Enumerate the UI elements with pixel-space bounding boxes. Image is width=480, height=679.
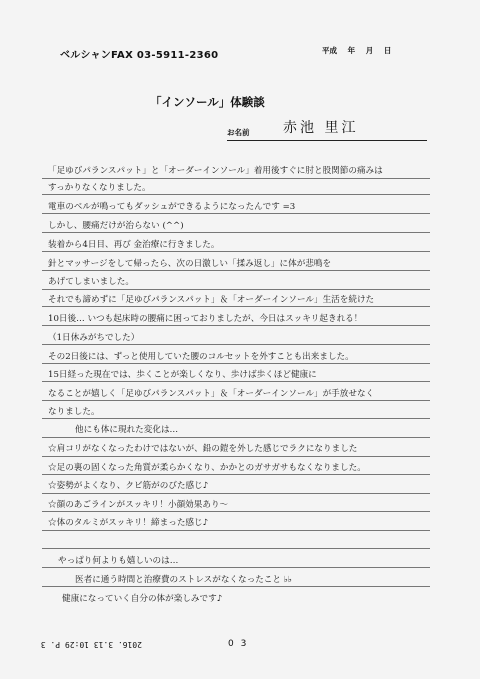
ruled-line (42, 567, 430, 568)
handwritten-line: 「足ゆびパランスパット」と「オーダーインソール」着用後すぐに肘と股関節の痛みは (48, 166, 383, 176)
handwritten-line: しかし、腰痛だけが治らない (^^) (48, 221, 184, 231)
date-header: 平成 年 月 日 (322, 46, 392, 55)
handwritten-line: ☆姿勢がよくなり、クビ筋がのびた感じ♪ (48, 481, 209, 491)
page-title: 「インソール」体験談 (150, 95, 265, 109)
handwritten-line: やっぱり何よりも嬉しいのは… (58, 556, 179, 566)
handwritten-line: ☆肩コリがなくなったわけではないが、鉛の鎧を外した感じでラクになりました (48, 444, 358, 454)
ruled-line (42, 456, 430, 457)
fax-timestamp-text: 2016. 3.13 10:29 P. 3 (40, 640, 142, 649)
handwritten-line: 装着から4日目、再び 金治療に行きました。 (48, 240, 220, 250)
handwritten-line: すっかりなくなりました。 (48, 183, 151, 193)
handwritten-line: 医者に通う時間と治療費のストレスがなくなったこと ♭♭ (75, 575, 292, 585)
fax-timestamp (22, 640, 142, 654)
ruled-line (42, 437, 430, 438)
ruled-line (42, 178, 430, 179)
handwritten-line: 健康になっていく自分の体が楽しみです♪ (62, 594, 223, 604)
page-number: 0 3 (228, 639, 249, 649)
ruled-line (42, 325, 430, 326)
handwritten-line: 他にも体に現れた変化は… (75, 425, 179, 435)
handwritten-line: （1日休みがちでした） (48, 333, 140, 343)
ruled-line (42, 344, 430, 345)
ruled-line (42, 213, 430, 214)
ruled-line (42, 418, 430, 419)
fax-header: ベルシャンFAX 03-5911-2360 (60, 50, 219, 61)
name-label: お名前 (227, 128, 250, 137)
name-value: 赤池 里江 (283, 120, 359, 136)
handwritten-line: 15日経った現在では、歩くことが楽しくなり、歩けば歩くほど健康に (48, 370, 317, 380)
handwritten-line: それでも諦めずに「足ゆびパランスパット」＆「オーダーインソール」生活を続けた (48, 295, 375, 305)
handwritten-line: 電車のベルが鳴ってもダッシュができるようになったんです =3 (48, 202, 296, 212)
ruled-line (42, 232, 430, 233)
ruled-line (42, 586, 430, 587)
ruled-line (42, 251, 430, 252)
handwritten-line: ☆足の裏の固くなった角質が柔らかくなり、かかとのガサガサもなくなりました。 (48, 463, 366, 473)
handwritten-line: なりました。 (48, 407, 100, 417)
ruled-line (42, 548, 430, 549)
ruled-line (42, 530, 430, 531)
handwritten-line: ☆顔のあごラインがスッキリ！小顔効果あり〜 (48, 500, 229, 510)
ruled-line (42, 381, 430, 382)
ruled-line (42, 493, 430, 494)
ruled-line (42, 511, 430, 512)
name-underline (227, 140, 427, 141)
ruled-line (42, 194, 430, 195)
handwritten-line: ☆体のタルミがスッキリ！締まった感じ♪ (48, 518, 209, 528)
ruled-line (42, 363, 430, 364)
ruled-line (42, 270, 430, 271)
ruled-line (42, 289, 430, 290)
handwritten-line: 10日後… いつも起床時の腰痛に困っておりましたが、今日はスッキリ起きれる！ (48, 314, 363, 324)
ruled-line (42, 474, 430, 475)
handwritten-line: 針とマッサージをして帰ったら、次の日激しい「揉み返し」に体が悲鳴を (48, 259, 332, 269)
ruled-line (42, 306, 430, 307)
handwritten-line: その2日後には、ずっと使用していた腰のコルセットを外すことも出来ました。 (48, 352, 354, 362)
handwritten-line: なることが嬉しく「足ゆびパランスパット」＆「オーダーインソール」が手放せなく (48, 389, 375, 399)
ruled-line (42, 400, 430, 401)
handwritten-line: あげてしまいました。 (48, 277, 134, 287)
